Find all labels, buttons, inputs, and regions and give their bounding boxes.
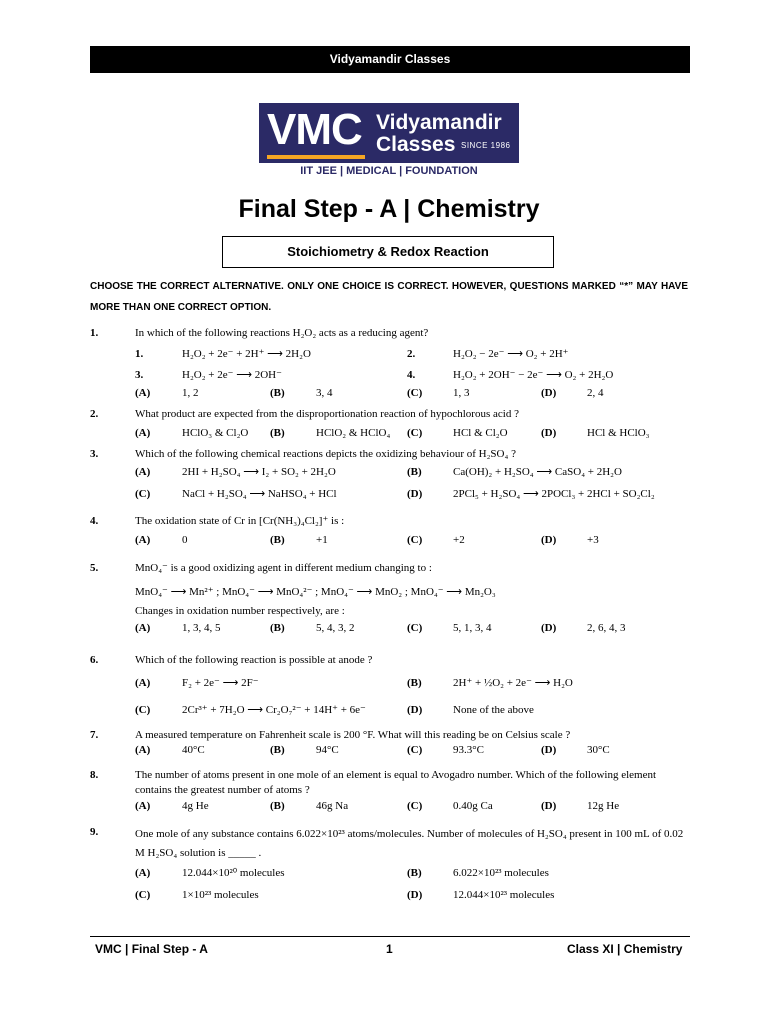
- option-label-b: (B): [270, 622, 285, 634]
- option-label-b: (B): [270, 744, 285, 756]
- q1-stmt1: H₂O₂ + 2e⁻ + 2H⁺ ⟶ 2H₂O: [182, 348, 311, 360]
- q2-option-c: HCl & Cl₂O: [453, 427, 508, 439]
- option-label-a: (A): [135, 800, 151, 812]
- q1-stmt2: H₂O₂ − 2e⁻ ⟶ O₂ + 2H⁺: [453, 348, 569, 360]
- page-title: Final Step - A | Chemistry: [238, 195, 540, 223]
- q4-text: The oxidation state of Cr in [Cr(NH₃)₄Cl₂]⁺ is :: [135, 515, 345, 527]
- q1-option-b: 3, 4: [316, 387, 333, 399]
- q9-option-a: 12.044×10²⁰ molecules: [182, 867, 285, 879]
- option-label-d: (D): [541, 534, 557, 546]
- q8-option-d: 12g He: [587, 800, 620, 812]
- q1-number: 1.: [90, 327, 99, 339]
- option-label-d: (D): [541, 800, 557, 812]
- q5-equation: MnO₄⁻ ⟶ Mn²⁺ ; MnO₄⁻ ⟶ MnO₄²⁻ ; MnO₄⁻ ⟶ MnO₂ ; MnO₄⁻ ⟶ Mn₂O₃: [135, 586, 496, 598]
- q7-option-d: 30°C: [587, 744, 610, 756]
- q1-stmt4: H₂O₂ + 2OH⁻ − 2e⁻ ⟶ O₂ + 2H₂O: [453, 369, 614, 381]
- option-label-a: (A): [135, 677, 151, 689]
- option-label-b: (B): [407, 867, 422, 879]
- option-label-d: (D): [407, 488, 423, 500]
- option-label-a: (A): [135, 867, 151, 879]
- page-number: 1: [386, 942, 393, 956]
- q3-option-c: NaCl + H₂SO₄ ⟶ NaHSO₄ + HCl: [182, 488, 337, 500]
- option-label-a: (A): [135, 744, 151, 756]
- logo-since: SINCE 1986: [461, 141, 511, 150]
- q8-option-b: 46g Na: [316, 800, 349, 812]
- option-label-c: (C): [407, 427, 423, 439]
- q5-option-d: 2, 6, 4, 3: [587, 622, 626, 634]
- q9-option-b: 6.022×10²³ molecules: [453, 867, 549, 879]
- option-label-d: (D): [407, 889, 423, 901]
- q7-number: 7.: [90, 729, 99, 741]
- q3-option-b: Ca(OH)₂ + H₂SO₄ ⟶ CaSO₄ + 2H₂O: [453, 466, 622, 478]
- q8-number: 8.: [90, 769, 99, 781]
- q7-option-a: 40°C: [182, 744, 205, 756]
- q5-text: MnO₄⁻ is a good oxidizing agent in different medium changing to :: [135, 562, 432, 574]
- instructions: CHOOSE THE CORRECT ALTERNATIVE. ONLY ONE CHOICE IS CORRECT. HOWEVER, QUESTIONS MARKED “*” MAY HAVE MORE THAN ONE CORRECT OPTION.: [90, 281, 688, 313]
- q7-option-c: 93.3°C: [453, 744, 484, 756]
- q6-option-c: 2Cr³⁺ + 7H₂O ⟶ Cr₂O₇²⁻ + 14H⁺ + 6e⁻: [182, 704, 366, 716]
- logo-name-line1: Vidyamandir: [376, 111, 502, 134]
- option-label-d: (D): [541, 622, 557, 634]
- q2-option-a: HClO₃ & Cl₂O: [182, 427, 249, 439]
- option-label-c: (C): [135, 488, 151, 500]
- option-label-a: (A): [135, 534, 151, 546]
- q1-stmt3: H₂O₂ + 2e⁻ ⟶ 2OH⁻: [182, 369, 282, 381]
- q7-option-b: 94°C: [316, 744, 339, 756]
- q3-option-d: 2PCl₅ + H₂SO₄ ⟶ 2POCl₃ + 2HCl + SO₂Cl₂: [453, 488, 655, 500]
- q4-option-c: +2: [453, 534, 465, 546]
- q5-text2: Changes in oxidation number respectively, are :: [135, 605, 345, 617]
- q8-text: The number of atoms present in one mole of an element is equal to Avogadro number. Which of the following element contains the greatest number of atoms ?: [135, 769, 657, 796]
- q8-option-c: 0.40g Ca: [453, 800, 493, 812]
- q1-option-a: 1, 2: [182, 387, 199, 399]
- q6-option-b: 2H⁺ + ½O₂ + 2e⁻ ⟶ H₂O: [453, 677, 573, 689]
- option-label-a: (A): [135, 466, 151, 478]
- option-label-b: (B): [270, 534, 285, 546]
- q6-option-d: None of the above: [453, 704, 534, 716]
- option-label-a: (A): [135, 427, 151, 439]
- q1-option-c: 1, 3: [453, 387, 470, 399]
- q5-number: 5.: [90, 562, 99, 574]
- q1-option-d: 2, 4: [587, 387, 604, 399]
- option-label-b: (B): [270, 387, 285, 399]
- logo-underline: [267, 155, 365, 159]
- q2-text: What product are expected from the disproportionation reaction of hypochlorous acid ?: [135, 408, 519, 420]
- q2-option-d: HCl & HClO₃: [587, 427, 650, 439]
- option-label-d: (D): [541, 427, 557, 439]
- q6-text: Which of the following reaction is possible at anode ?: [135, 654, 373, 666]
- q4-option-d: +3: [587, 534, 599, 546]
- option-label-a: (A): [135, 387, 151, 399]
- q3-number: 3.: [90, 448, 99, 460]
- option-label-c: (C): [135, 704, 151, 716]
- q3-text: Which of the following chemical reactions depicts the oxidizing behaviour of H₂SO₄ ?: [135, 448, 516, 460]
- q6-number: 6.: [90, 654, 99, 666]
- q1-stmt2-number: 2.: [407, 348, 416, 360]
- option-label-b: (B): [407, 466, 422, 478]
- q6-option-a: F₂ + 2e⁻ ⟶ 2F⁻: [182, 677, 259, 689]
- q9-option-c: 1×10²³ molecules: [182, 889, 259, 901]
- option-label-b: (B): [407, 677, 422, 689]
- option-label-b: (B): [270, 427, 285, 439]
- topic-box: Stoichiometry & Redox Reaction: [222, 236, 554, 268]
- q1-stmt4-number: 4.: [407, 369, 416, 381]
- footer-left: VMC | Final Step - A: [95, 942, 208, 956]
- q5-option-b: 5, 4, 3, 2: [316, 622, 355, 634]
- option-label-c: (C): [407, 800, 423, 812]
- q2-number: 2.: [90, 408, 99, 420]
- q2-option-b: HClO₂ & HClO₄: [316, 427, 391, 439]
- logo-name-line2: Classes: [376, 133, 456, 156]
- footer-divider: [90, 936, 690, 937]
- q1-stmt3-number: 3.: [135, 369, 144, 381]
- logo-tagline: IIT JEE | MEDICAL | FOUNDATION: [300, 165, 478, 177]
- option-label-d: (D): [541, 744, 557, 756]
- option-label-c: (C): [407, 622, 423, 634]
- option-label-b: (B): [270, 800, 285, 812]
- option-label-d: (D): [541, 387, 557, 399]
- q9-number: 9.: [90, 826, 99, 838]
- q9-text: One mole of any substance contains 6.022×10²³ atoms/molecules. Number of molecules of H₂SO₄ present in 100 mL of 0.02 M H₂SO₄ solution is _____ .: [135, 828, 684, 859]
- option-label-c: (C): [407, 534, 423, 546]
- option-label-c: (C): [135, 889, 151, 901]
- q9-option-d: 12.044×10²³ molecules: [453, 889, 555, 901]
- option-label-d: (D): [407, 704, 423, 716]
- option-label-a: (A): [135, 622, 151, 634]
- footer-right: Class XI | Chemistry: [567, 942, 683, 956]
- q1-stmt1-number: 1.: [135, 348, 144, 360]
- option-label-c: (C): [407, 744, 423, 756]
- option-label-c: (C): [407, 387, 423, 399]
- q4-option-b: +1: [316, 534, 328, 546]
- vmc-logo: [259, 103, 519, 163]
- q5-option-c: 5, 1, 3, 4: [453, 622, 492, 634]
- q3-option-a: 2HI + H₂SO₄ ⟶ I₂ + SO₂ + 2H₂O: [182, 466, 336, 478]
- q4-option-a: 0: [182, 534, 188, 546]
- page-header: Vidyamandir Classes: [90, 46, 690, 73]
- q5-option-a: 1, 3, 4, 5: [182, 622, 221, 634]
- logo-mark: VMC: [267, 105, 362, 154]
- q4-number: 4.: [90, 515, 99, 527]
- q8-option-a: 4g He: [182, 800, 209, 812]
- q7-text: A measured temperature on Fahrenheit scale is 200 °F. What will this reading be on Celsius scale ?: [135, 729, 571, 741]
- q1-text: In which of the following reactions H₂O₂ acts as a reducing agent?: [135, 327, 429, 339]
